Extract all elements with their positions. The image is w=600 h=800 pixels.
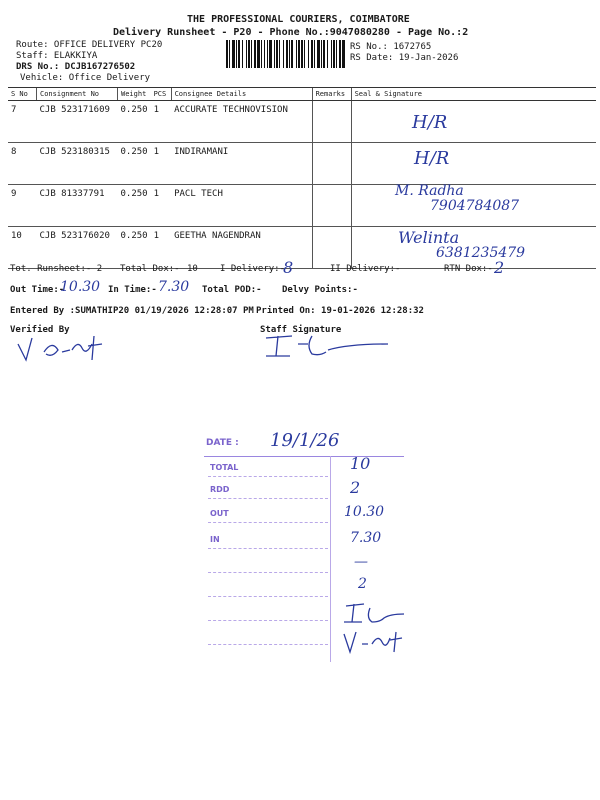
ii-delivery-label: II Delivery:- [330,264,401,274]
barcode-bar [286,40,288,68]
row-weight: 0.250 [118,101,151,143]
stamp-value-total: 10 [350,454,371,473]
out-time-hand: 10.30 [60,279,101,295]
barcode-bar [279,40,280,68]
stamp-value-out: 10.30 [344,504,385,520]
out-time-label: Out Time:- [10,285,65,295]
vehicle-text: Vehicle: Office Delivery [20,73,151,83]
row-pcs: 1 [151,185,172,227]
total-dox-label: Total Dox:- [120,264,180,274]
barcode-bar [331,40,332,68]
barcode-bar [261,40,262,68]
row-signature-cell [351,101,596,143]
barcode-bar [257,40,260,68]
row-consignment: CJB 523176020 [37,227,118,269]
stamp-value-in: 7.30 [350,530,382,546]
handwritten-sign-row9: M. Radha [395,183,464,199]
stamp-date-label: DATE : [206,438,239,448]
col-consignee: Consignee Details [171,88,312,101]
verified-by-signature [14,330,114,366]
delivery-stamp [200,418,410,664]
barcode-bar [336,40,337,68]
row-consignment: CJB 81337791 [37,185,118,227]
barcode-bar [267,40,268,68]
barcode-bar [291,40,293,68]
drs-value: DCJB167276502 [64,62,136,72]
total-pod-label: Total POD:- [202,285,262,295]
col-sno: S No [8,88,37,101]
barcode-bar [304,40,305,68]
row-signature-cell [351,143,596,185]
barcode-graphic [226,40,346,68]
route-text: Route: OFFICE DELIVERY PC20 [16,40,163,50]
drs-number [16,62,135,72]
handwritten-sign-row8: H/R [414,148,450,169]
row-consignee: PACL TECH [171,185,312,227]
col-pcs: PCS [151,88,172,101]
rs-date: RS Date: 19-Jan-2026 [350,53,459,63]
entered-by: Entered By :SUMATHIP20 01/19/2026 12:28:07 PM [10,306,254,316]
barcode-bar [269,40,272,68]
row-sno: 10 [8,227,37,269]
row-sno: 8 [8,143,37,185]
company-name: THE PROFESSIONAL COURIERS, COIMBATORE [187,14,410,25]
barcode-bar [308,40,309,68]
barcode-bar [314,40,315,68]
stamp-row-label: RDD [210,485,230,494]
barcode-bar [298,40,300,68]
row-remarks [312,185,351,227]
row-remarks [312,227,351,269]
col-seal-signature: Seal & Signature [351,88,596,101]
handwritten-phone-row9: 7904784087 [430,198,520,214]
in-time-hand: 7.30 [158,279,190,295]
barcode-bar [242,40,243,68]
row-consignee: GEETHA NAGENDRAN [171,227,312,269]
in-time-label: In Time:- [108,285,157,295]
i-delivery-label: I Delivery:- [220,264,286,274]
barcode-bar [251,40,252,68]
table-row [8,101,596,143]
barcode-bar [254,40,256,68]
barcode-bar [248,40,250,68]
barcode-bar [323,40,325,68]
stamp-date-value: 19/1/26 [270,430,340,451]
i-delivery-hand: 8 [283,258,294,277]
barcode-bar [317,40,320,68]
row-weight: 0.250 [118,227,151,269]
row-sno: 7 [8,101,37,143]
row-pcs: 1 [151,101,172,143]
rtn-dox-label: RTN Dox:- [444,264,493,274]
printed-on: Printed On: 19-01-2026 12:28:32 [256,306,424,316]
verified-by-label: Verified By [10,325,70,335]
stamp-value-rdd: 2 [350,478,361,497]
row-remarks [312,143,351,185]
row-pcs: 1 [151,227,172,269]
row-consignment: CJB 523180315 [37,143,118,185]
barcode-bar [327,40,328,68]
stamp-row [208,578,328,597]
col-weight: Weight [118,88,151,101]
col-remarks: Remarks [312,88,351,101]
barcode-bar [296,40,297,68]
stamp-row [208,530,328,549]
delvy-points-label: Delvy Points:- [282,285,358,295]
barcode-bar [311,40,313,68]
staff-text: Staff: ELAKKIYA [16,51,98,61]
col-consignment: Consignment No [37,88,118,101]
table-row [8,143,596,185]
row-pcs: 1 [151,143,172,185]
barcode-bar [276,40,278,68]
stamp-row [208,554,328,573]
rtn-dox-hand: 2 [494,258,505,277]
row-consignment: CJB 523171609 [37,101,118,143]
barcode-bar [301,40,303,68]
row-consignee: INDIRAMANI [171,143,312,185]
handwritten-sign-row10: Welinta [398,228,460,247]
stamp-signatures [340,598,410,658]
runsheet-title: Delivery Runsheet - P20 - Phone No.:9047080280 - Page No.:2 [113,27,469,38]
table-header-row [8,88,596,101]
rs-number: RS No.: 1672765 [350,42,432,52]
stamp-divider [330,456,331,662]
runsheet-table [8,87,596,269]
stamp-value-rtn: 2 [358,576,367,592]
total-dox-value: 10 [187,264,198,274]
stamp-row [208,458,328,477]
barcode-bar [226,40,228,68]
stamp-row [208,480,328,499]
stamp-row-label: OUT [210,509,229,518]
row-weight: 0.250 [118,143,151,185]
staff-signature-label: Staff Signature [260,325,342,335]
barcode-bar [321,40,322,68]
row-remarks [312,101,351,143]
barcode-bar [339,40,341,68]
barcode-bar [342,40,345,68]
barcode-bar [229,40,230,68]
stamp-value-blank: — [354,554,368,570]
barcode-bar [264,40,265,68]
barcode-bar [246,40,247,68]
stamp-row-label: IN [210,535,220,544]
handwritten-phone-row10: 6381235479 [436,245,526,261]
barcode-bar [333,40,335,68]
stamp-row-label: TOTAL [210,463,239,472]
row-sno: 9 [8,185,37,227]
staff-signature-drawing [262,330,392,362]
barcode-bar [236,40,237,68]
drs-label: DRS No.: [16,62,65,72]
stamp-row [208,602,328,621]
stamp-row [208,504,328,523]
barcode-bar [232,40,235,68]
barcode-bar [289,40,290,68]
tot-runsheet: Tot. Runsheet:- 2 [10,264,103,274]
handwritten-sign-row7: H/R [412,112,448,133]
row-weight: 0.250 [118,185,151,227]
barcode-bar [283,40,284,68]
row-consignee: ACCURATE TECHNOVISION [171,101,312,143]
barcode-bar [274,40,275,68]
stamp-date-row [204,430,404,457]
stamp-row [208,626,328,645]
barcode-bar [238,40,240,68]
